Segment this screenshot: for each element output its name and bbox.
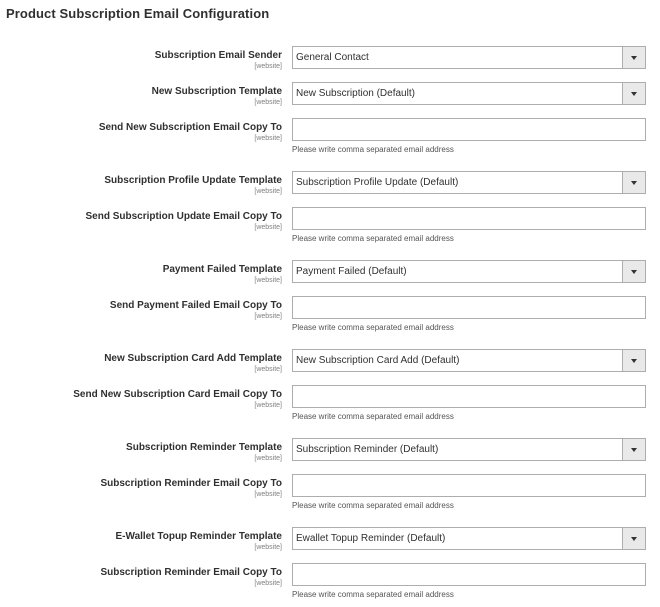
scope-label: [website]	[254, 455, 282, 462]
field-label: Send New Subscription Card Email Copy To	[73, 389, 282, 400]
scope-label: [website]	[254, 224, 282, 231]
field-row-update-copy	[0, 207, 660, 247]
field-note: Please write comma separated email address	[292, 501, 454, 510]
card-copy-input[interactable]	[292, 385, 646, 408]
new-subscription-template-select[interactable]	[292, 82, 646, 105]
select-value: Subscription Profile Update (Default)	[296, 177, 459, 188]
field-row-reminder-template	[0, 438, 660, 478]
select-value: Payment Failed (Default)	[296, 266, 407, 277]
field-label: New Subscription Template	[151, 86, 282, 97]
payment-failed-template-select[interactable]	[292, 260, 646, 283]
card-add-template-select[interactable]	[292, 349, 646, 372]
field-label: Subscription Reminder Email Copy To	[100, 567, 282, 578]
field-note: Please write comma separated email address	[292, 234, 454, 243]
scope-label: [website]	[254, 188, 282, 195]
select-value: Ewallet Topup Reminder (Default)	[296, 533, 446, 544]
dropdown-button[interactable]	[622, 261, 645, 282]
field-row-payment-failed-copy	[0, 296, 660, 336]
scope-label: [website]	[254, 135, 282, 142]
chevron-down-icon	[631, 448, 637, 452]
dropdown-button[interactable]	[622, 172, 645, 193]
select-value: New Subscription Card Add (Default)	[296, 355, 460, 366]
scope-label: [website]	[254, 366, 282, 373]
field-note: Please write comma separated email address	[292, 412, 454, 421]
scope-label: [website]	[254, 491, 282, 498]
field-row-new-subscription-template	[0, 82, 660, 122]
payment-failed-copy-input[interactable]	[292, 296, 646, 319]
dropdown-button[interactable]	[622, 47, 645, 68]
field-label: Subscription Profile Update Template	[104, 175, 282, 186]
field-label: Subscription Reminder Email Copy To	[100, 478, 282, 489]
field-label: New Subscription Card Add Template	[104, 353, 282, 364]
chevron-down-icon	[631, 270, 637, 274]
scope-label: [website]	[254, 544, 282, 551]
field-label: Payment Failed Template	[162, 264, 282, 275]
subscription-update-copy-input[interactable]	[292, 207, 646, 230]
field-note: Please write comma separated email address	[292, 323, 454, 332]
chevron-down-icon	[631, 359, 637, 363]
new-subscription-copy-input[interactable]	[292, 118, 646, 141]
scope-label: [website]	[254, 313, 282, 320]
field-row-new-subscription-copy	[0, 118, 660, 158]
section-title: Product Subscription Email Configuration	[6, 6, 270, 21]
field-row-card-copy	[0, 385, 660, 425]
chevron-down-icon	[631, 92, 637, 96]
scope-label: [website]	[254, 580, 282, 587]
field-row-ewallet-reminder-copy	[0, 563, 660, 603]
field-label: Send Payment Failed Email Copy To	[109, 300, 282, 311]
dropdown-button[interactable]	[622, 528, 645, 549]
field-row-payment-failed-template	[0, 260, 660, 300]
select-value: General Contact	[296, 52, 369, 63]
chevron-down-icon	[631, 181, 637, 185]
field-row-email-sender	[0, 46, 660, 86]
ewallet-reminder-copy-input[interactable]	[292, 563, 646, 586]
chevron-down-icon	[631, 56, 637, 60]
scope-label: [website]	[254, 99, 282, 106]
dropdown-button[interactable]	[622, 350, 645, 371]
scope-label: [website]	[254, 402, 282, 409]
ewallet-template-select[interactable]	[292, 527, 646, 550]
select-value: Subscription Reminder (Default)	[296, 444, 439, 455]
reminder-copy-input[interactable]	[292, 474, 646, 497]
field-label: Send New Subscription Email Copy To	[98, 122, 282, 133]
field-note: Please write comma separated email address	[292, 145, 454, 154]
field-row-ewallet-template	[0, 527, 660, 567]
chevron-down-icon	[631, 537, 637, 541]
field-row-card-add-template	[0, 349, 660, 389]
scope-label: [website]	[254, 277, 282, 284]
field-label: Subscription Email Sender	[154, 50, 282, 61]
field-label: Subscription Reminder Template	[126, 442, 282, 453]
dropdown-button[interactable]	[622, 439, 645, 460]
field-label: Send Subscription Update Email Copy To	[85, 211, 282, 222]
dropdown-button[interactable]	[622, 83, 645, 104]
field-row-profile-update-template	[0, 171, 660, 211]
scope-label: [website]	[254, 63, 282, 70]
field-row-reminder-copy	[0, 474, 660, 514]
select-value: New Subscription (Default)	[296, 88, 415, 99]
reminder-template-select[interactable]	[292, 438, 646, 461]
profile-update-template-select[interactable]	[292, 171, 646, 194]
field-label: E-Wallet Topup Reminder Template	[115, 531, 282, 542]
field-note: Please write comma separated email address	[292, 590, 454, 599]
email-sender-select[interactable]	[292, 46, 646, 69]
